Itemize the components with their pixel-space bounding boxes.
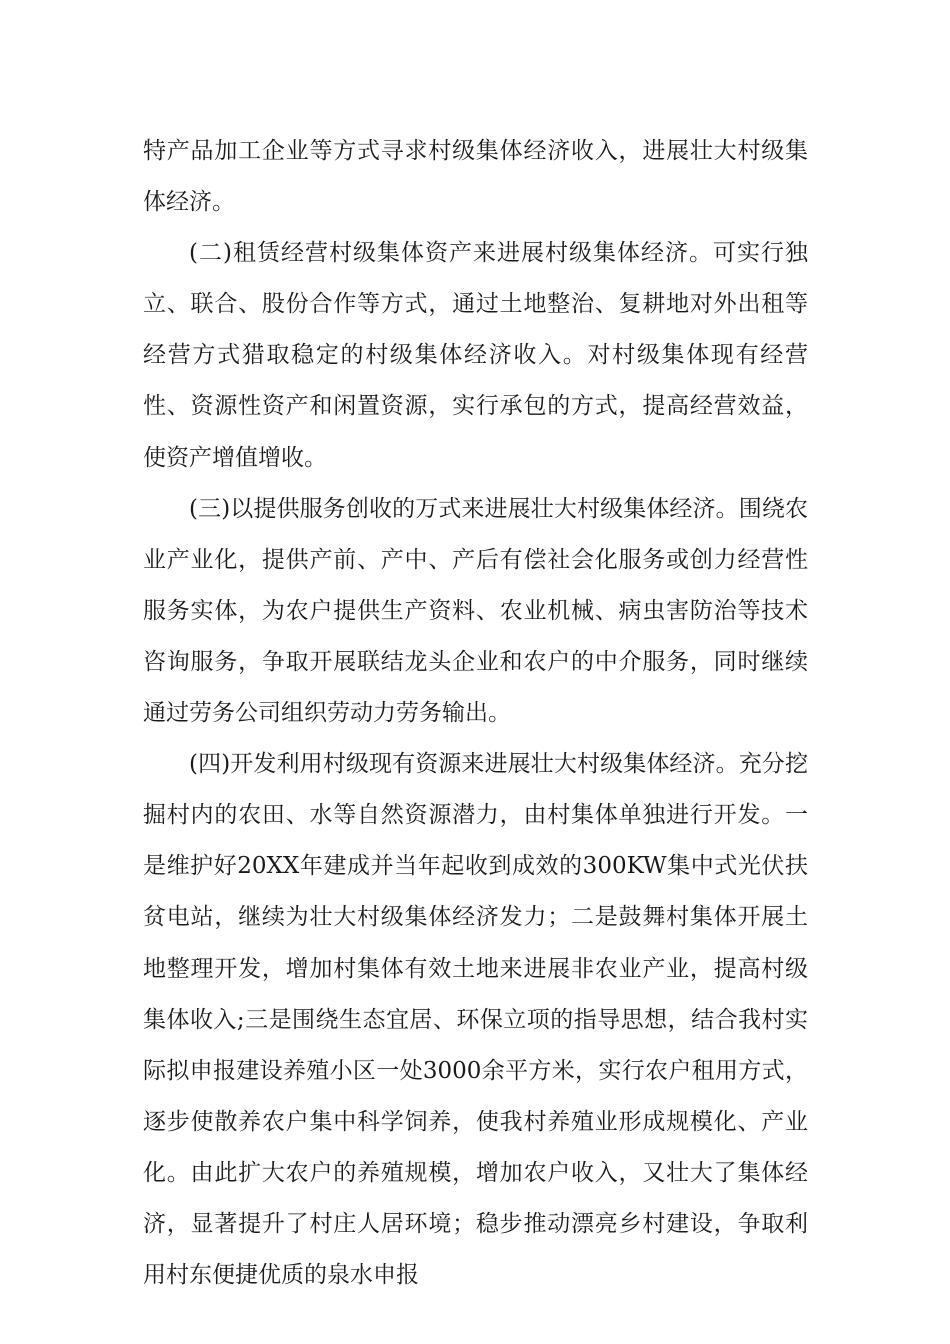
paragraph-section-4: (四)开发利用村级现有资源来进展壮大村级集体经济。充分挖掘村内的农田、水等自然资源潜力，由村集体单独进行开发。一是维护好20XX年建成并当年起收到成效的300KW集中式光伏扶贫电站，继续为壮大村级集体经济发力；二是鼓舞村集体开展土地整理开发，增加村集体有效土地来进展非农业产业，提高村级集体收入;三是围绕生态宜居、环保立项的指导思想，结合我村实际拟申报建设养殖小区一处3000余平方米，实行农户租用方式，逐步使散养农户集中科学饲养，使我村养殖业形成规模化、产业化。由此扩大农户的养殖规模，增加农户收入，又壮大了集体经济，显著提升了村庄人居环境；稳步推动漂亮乡村建设，争取利用村东便捷优质的泉水申报 [143,751,808,1289]
paragraph-section-3: (三)以提供服务创收的万式来进展壮大村级集体经济。围绕农业产业化，提供产前、产中、产后有偿社会化服务或创力经营性服务实体，为农户提供生产资料、农业机械、病虫害防治等技术咨询服务，争取开展联结龙头企业和农户的中介服务，同时继续通过劳务公司组织劳动力劳务输出。 [143,495,808,727]
document-body [143,126,808,1301]
paragraph-continuation: 特产品加工企业等方式寻求村级集体经济收入，进展壮大村级集体经济。 [143,138,808,216]
paragraph-section-2: (二)租赁经营村级集体资产来进展村级集体经济。可实行独立、联合、股份合作等方式，通过土地整治、复耕地对外出租等经营方式猎取稳定的村级集体经济收入。对村级集体现有经营性、资源性资产和闲置资源，实行承包的方式，提高经营效益，使资产增值增收。 [143,240,808,471]
